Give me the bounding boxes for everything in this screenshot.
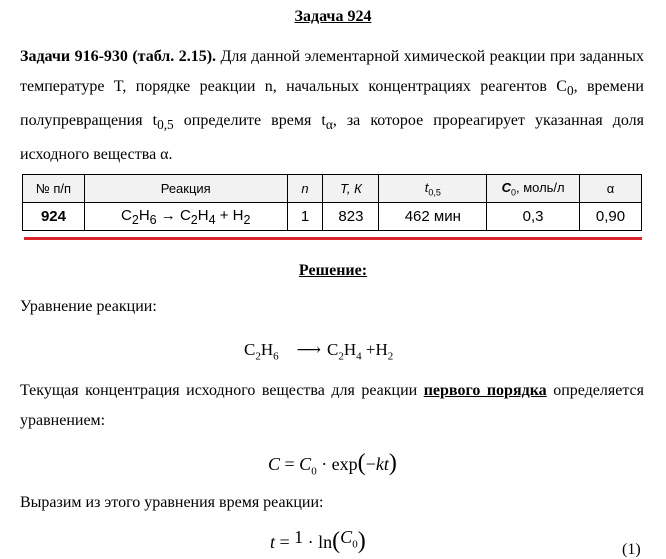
header-alpha: α bbox=[580, 175, 642, 203]
equation-label: Уравнение реакции: bbox=[20, 298, 157, 315]
data-table bbox=[22, 174, 642, 231]
first-order-paragraph: Текущая концентрация исходного вещества для реакции первого порядка определяется уравнением: bbox=[20, 382, 644, 429]
cell-T: 823 bbox=[323, 203, 379, 231]
header-C0: $C_0$, моль/л bbox=[487, 175, 580, 203]
page-title: Задача 924 bbox=[294, 8, 372, 25]
reaction-equation: $C_2H_6$ ⟶ $C_2H_4 +H_2$ bbox=[244, 340, 394, 363]
cell-alpha: 0,90 bbox=[580, 203, 642, 231]
time-equation: t = 1 · $\ln(C_0)$ bbox=[270, 528, 366, 554]
header-num: № п/п bbox=[23, 175, 85, 203]
time-paragraph: Выразим из этого уравнения время реакции: bbox=[20, 494, 324, 511]
table-row bbox=[23, 203, 642, 231]
cell-C0: 0,3 bbox=[487, 203, 580, 231]
equation-number: (1) bbox=[622, 541, 641, 558]
cell-t: 462 мин bbox=[379, 203, 487, 231]
cell-num: 924 bbox=[23, 203, 85, 231]
task-lead: Задачи 916-930 (табл. 2.15). bbox=[20, 48, 217, 65]
first-order-term: первого порядка bbox=[423, 382, 547, 399]
highlight-underline bbox=[24, 237, 642, 240]
task-statement: Задачи 916-930 (табл. 2.15). Для данной элементарной химической реакции при заданных температуре T, порядке реакции n, начальных концентрациях реагентов $C_0$, времени полупревращения $t_{0,5}$ определите время $t_\alpha$, за которое прореагирует указанная доля исходного вещества α. bbox=[20, 48, 645, 164]
solution-title: Решение: bbox=[298, 262, 368, 279]
cell-n: 1 bbox=[287, 203, 323, 231]
table-header-row bbox=[23, 175, 642, 203]
header-reaction: Реакция bbox=[84, 175, 287, 203]
arrow-icon: ⟶ bbox=[296, 340, 321, 359]
header-T: T, К bbox=[323, 175, 379, 203]
data-table-container bbox=[22, 174, 646, 240]
cell-reaction: $C_2H_6 \to C_2H_4 + H_2$ bbox=[84, 203, 287, 231]
header-n: n bbox=[287, 175, 323, 203]
header-t-half: $t_{0,5}$ bbox=[379, 175, 487, 203]
concentration-equation: $C = C_0 \cdot \exp(-kt)$ bbox=[268, 450, 397, 478]
